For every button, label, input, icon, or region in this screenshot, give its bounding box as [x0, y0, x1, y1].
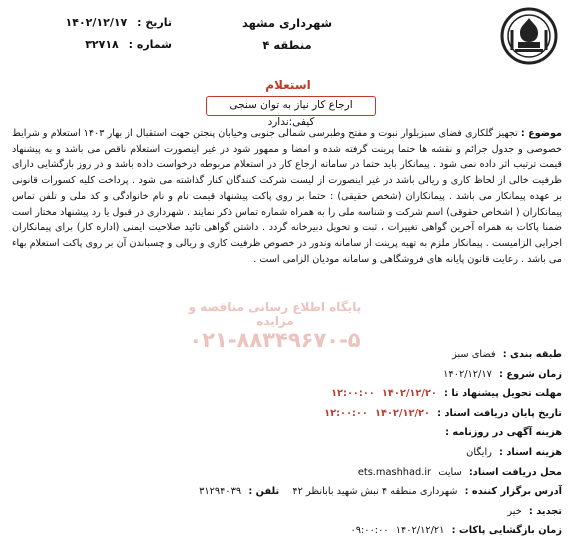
date-label: تاریخ : — [137, 16, 172, 29]
deadline-time: ۱۲:۰۰:۰۰ — [331, 388, 375, 400]
start-value: ۱۴۰۲/۱۲/۱۷ — [443, 368, 492, 380]
doc-end-date: ۱۴۰۲/۱۲/۲۰ — [374, 407, 430, 419]
number-value: ۳۲۷۱۸ — [85, 38, 119, 51]
field-opening — [12, 521, 562, 541]
number-label: شماره : — [128, 38, 172, 51]
place-site-link[interactable]: ets.mashhad.ir — [357, 466, 432, 478]
subject-label: موضوع : — [520, 128, 562, 139]
field-doc-end — [12, 404, 562, 424]
field-ad-cost — [12, 423, 562, 443]
subject-paragraph — [12, 126, 562, 267]
opening-label: زمان بازگشایی پاکات : — [451, 525, 562, 537]
field-deadline — [12, 384, 562, 404]
field-start — [12, 365, 562, 385]
watermark-phone: ۰۲۱-۸۸۳۴۹۶۷۰-۵ — [189, 328, 361, 352]
doc-cost-value: رایگان — [466, 446, 492, 458]
doc-end-label: تاریخ پایان دریافت اسناد : — [437, 407, 562, 419]
mashhad-municipality-logo-icon — [498, 6, 560, 66]
category-label: طبقه بندی : — [502, 349, 562, 360]
field-address — [12, 482, 562, 502]
field-renewal — [12, 502, 562, 522]
phone-label: تلفن : — [248, 486, 280, 498]
date-value: ۱۴۰۲/۱۲/۱۷ — [65, 16, 128, 29]
place-prefix: سایت — [438, 466, 462, 478]
field-place — [12, 463, 562, 483]
phone-value: ۳۱۲۹۴۰۳۹ — [199, 486, 242, 498]
opening-date: ۱۴۰۲/۱۲/۲۱ — [395, 525, 445, 537]
watermark-text: پایگاه اطلاع رسانی مناقصه و مزایده — [188, 300, 362, 328]
category-value: فضای سبز — [452, 349, 496, 360]
qualification-note: ارجاع کار نیاز به توان سنجی کیفی:ندارد — [206, 96, 376, 116]
header-center — [232, 12, 342, 56]
field-doc-cost — [12, 443, 562, 463]
region-name: منطقه ۴ — [262, 38, 312, 52]
doc-end-time: ۱۲:۰۰:۰۰ — [324, 407, 368, 419]
renewal-label: تجدید : — [528, 505, 562, 517]
deadline-label: مهلت تحویل پیشنهاد تا : — [444, 388, 562, 400]
place-label: محل دریافت اسناد: — [468, 466, 562, 478]
date-row — [22, 12, 172, 34]
tender-fields — [12, 345, 562, 541]
page-title: استعلام — [265, 78, 311, 92]
doc-cost-label: هزینه اسناد : — [499, 446, 562, 458]
address-label: آدرس برگزار کننده : — [464, 486, 562, 498]
field-category — [12, 345, 562, 365]
opening-time: ۰۹:۰۰:۰۰ — [350, 525, 389, 537]
subject-text: تجهیز گلکاری فضای سبزبلوار نبوت و مفتح وطبرسی شمالی جنوبی وخیابان پنجتن جهت استقبال از بهار ۱۴۰۳ استعلام و شرایط خصوصی و جدول جرائم و نقشه ها حتما پرینت گرفته شده و امضا و ممهور شود در غیر اینصورت استعلام ناقص می باشد و به پیشنهاد قیمت ترتیب اثر داده نمی شود . پیمانکار باید حتما در سامانه ارجاع کار در استعلام مربوطه درخواست داده باشد و در روز بازگشایی دارای ظرفیت خالی از لحاظ کاری و ریالی باشد در غیر اینصورت از لیست شرکت کنندگان کنار گذاشته می شود . پرداخت کلیه کسورات قانونی بر عهده پیمانکار می باشد . پیمانکاران (شخص حقیقی) : حتما بر روی پاکت پیشنهاد قیمت نام و نام خانوادگی و کد ملی و تلفن تماس پیمانکاران ( اشخاص حقوقی) اسم شرکت و شناسه ملی را به همراه شماره تماس ذکر نمایند . شهرداری در قبول یا رد پیشنهاد مختار است ضمنا پاکات به همراه آخرین گواهی تغییرات ، ثبت و تحویل دبیرخانه گردد . داشتن گواهی تائید صلاحیت ایمنی (اداره کار) برای پیمانکاران اجرایی الزامیست . پیمانکار ملزم به تهیه پرینت از سامانه وندور در خصوص ظرفیت کاری و ریالی و چسباندن آن بر روی پاکت استعلام بهاء می باشد . رعایت قانون پایانه های فروشگاهی و سامانه مودیان الزامی است . — [12, 128, 562, 265]
ad-cost-label: هزینه آگهی در روزنامه : — [445, 427, 562, 439]
renewal-value: خیر — [507, 505, 522, 517]
start-label: زمان شروع : — [499, 368, 562, 380]
number-row — [22, 34, 172, 56]
header-meta — [22, 12, 172, 56]
deadline-date: ۱۴۰۲/۱۲/۲۰ — [381, 388, 437, 400]
org-name: شهرداری مشهد — [241, 16, 333, 30]
address-value: شهرداری منطقه ۴ نبش شهید بابانظر ۴۲ — [292, 486, 458, 498]
